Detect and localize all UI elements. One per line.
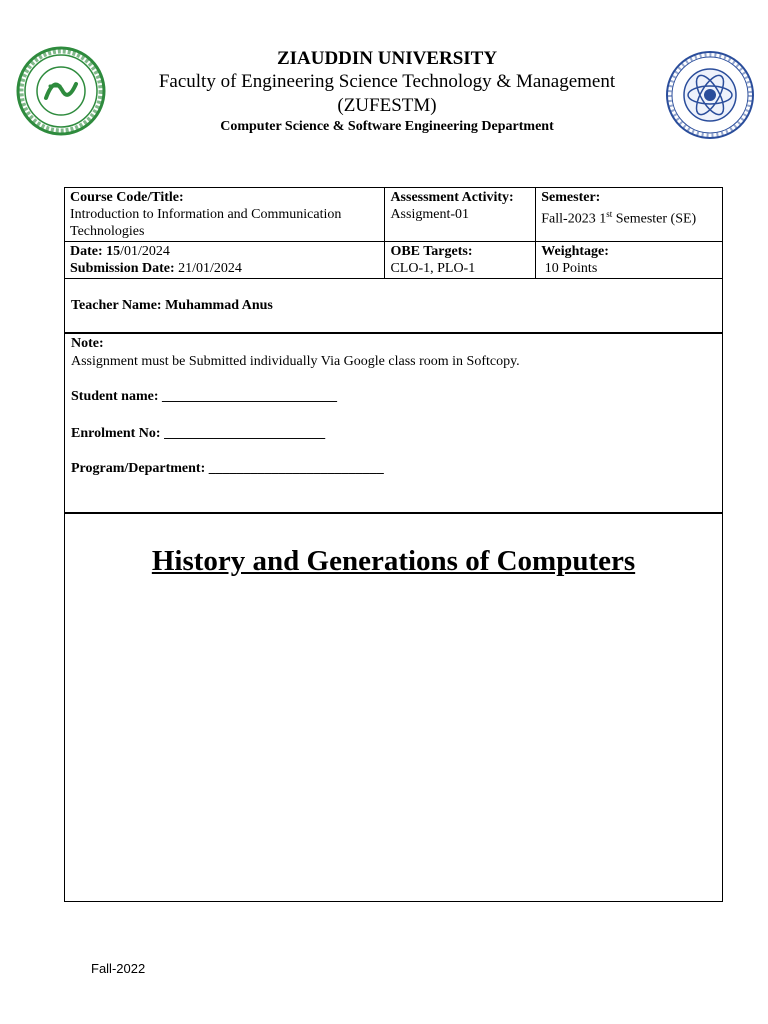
semester-value-post: Semester (SE) xyxy=(612,211,697,227)
date-day: 15 xyxy=(106,244,121,259)
semester-label: Semester: xyxy=(541,190,601,205)
faculty-seal-logo xyxy=(664,50,756,140)
note-label: Note: xyxy=(71,336,104,351)
faculty-abbreviation: (ZUFESTM) xyxy=(337,95,437,116)
teacher-section xyxy=(64,279,723,333)
teacher-name: Teacher Name: Muhammad Anus xyxy=(71,298,273,313)
program-field: Program/Department: _________________________ xyxy=(71,461,384,476)
department-name: Computer Science & Software Engineering Department xyxy=(220,119,554,134)
semester-value-pre: Fall-2023 1 xyxy=(541,211,607,227)
activity-value: Assigment-01 xyxy=(390,207,469,222)
course-value: Introduction to Information and Communication Technologies xyxy=(70,207,342,239)
faculty-name: Faculty of Engineering Science Technology & Management xyxy=(158,71,616,92)
date-label: Date: xyxy=(70,244,107,259)
obe-cell xyxy=(385,242,536,279)
note-text: Assignment must be Submitted individually Via Google class room in Softcopy. xyxy=(71,354,520,369)
assignment-title: History and Generations of Computers xyxy=(151,545,636,577)
page-footer: Fall-2022 xyxy=(91,961,146,976)
activity-label: Assessment Activity: xyxy=(390,190,514,205)
table-row xyxy=(65,188,723,242)
weightage-label: Weightage: xyxy=(541,244,609,259)
obe-label: OBE Targets: xyxy=(390,244,473,259)
course-info-table xyxy=(64,187,723,279)
university-seal-logo xyxy=(16,46,106,136)
enrolment-field: Enrolment No: _______________________ xyxy=(71,426,326,441)
title-section xyxy=(64,512,723,902)
activity-cell xyxy=(385,188,536,242)
semester-cell xyxy=(536,188,723,242)
obe-value: CLO-1, PLO-1 xyxy=(390,261,476,276)
university-name: ZIAUDDIN UNIVERSITY xyxy=(276,48,498,69)
date-rest: /01/2024 xyxy=(120,244,170,259)
note-section xyxy=(64,333,723,514)
table-row xyxy=(65,242,723,279)
course-cell xyxy=(65,188,385,242)
weightage-value: 10 Points xyxy=(541,261,598,276)
submission-label: Submission Date: xyxy=(70,261,179,276)
submission-value: 21/01/2024 xyxy=(178,261,242,276)
semester-sup: st xyxy=(606,209,613,219)
date-cell xyxy=(65,242,385,279)
student-name-field: Student name: _________________________ xyxy=(71,389,338,404)
course-label: Course Code/Title: xyxy=(70,190,184,205)
weightage-cell xyxy=(536,242,723,279)
